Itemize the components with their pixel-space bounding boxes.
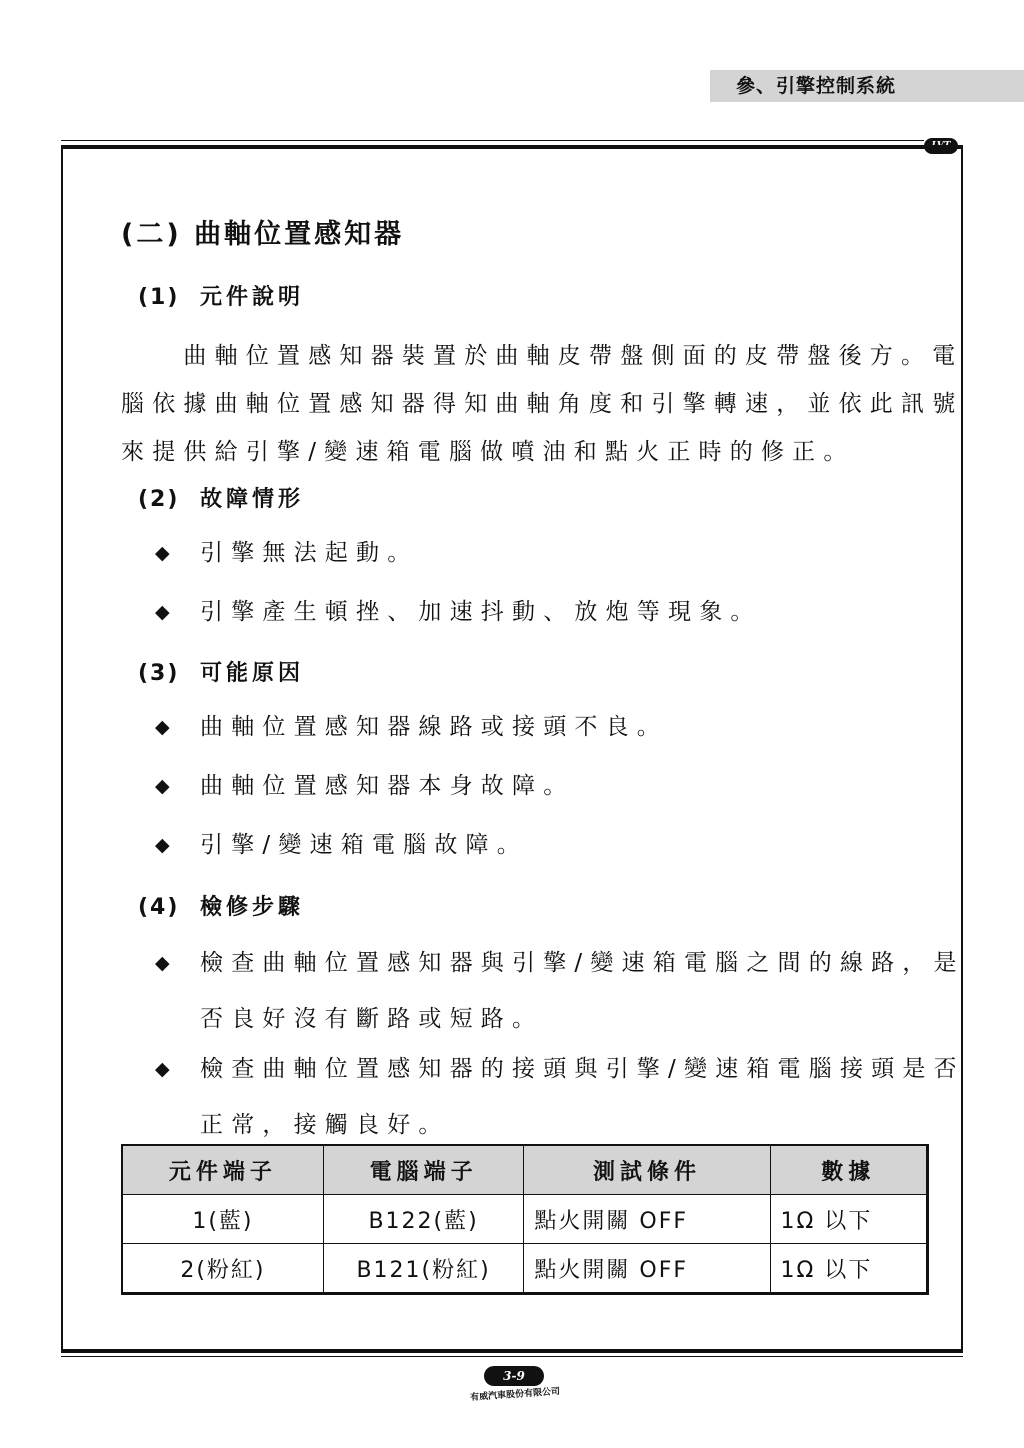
table-cell: 1Ω 以下 — [770, 1244, 928, 1294]
subsection-description — [138, 280, 304, 311]
diamond-bullet-icon: ◆ — [155, 834, 170, 856]
diamond-bullet-icon: ◆ — [155, 952, 170, 974]
table-header-cell: 元件端子 — [122, 1145, 323, 1195]
table-row — [122, 1244, 928, 1294]
page-number-badge: 3-9 — [484, 1366, 544, 1386]
bottom-rule — [61, 1356, 963, 1357]
subsection-number: (3) — [138, 661, 180, 686]
list-item-text: 曲軸位置感知器本身故障。 — [200, 773, 575, 799]
subsection-symptoms — [138, 482, 304, 513]
logo-badge: LVT — [924, 138, 958, 154]
table-header-cell: 電腦端子 — [323, 1145, 524, 1195]
publisher-text: 有威汽車股份有限公司 — [469, 1386, 561, 1404]
diamond-bullet-icon: ◆ — [155, 542, 170, 564]
subsection-title: 檢修步驟 — [200, 895, 305, 920]
table-header-cell: 測試條件 — [524, 1145, 770, 1195]
paragraph-line: 腦依據曲軸位置感知器得知曲軸角度和引擎轉速，並依此訊號 — [121, 391, 964, 417]
subsection-number: (2) — [138, 487, 180, 512]
paragraph-line: 來提供給引擎/變速箱電腦做噴油和點火正時的修正。 — [121, 439, 855, 465]
table-cell: 2(粉紅) — [122, 1244, 323, 1294]
subsection-title: 可能原因 — [200, 661, 305, 686]
table-cell: 1Ω 以下 — [770, 1195, 928, 1244]
list-item-text: 引擎無法起動。 — [200, 540, 419, 566]
list-item-text-continued: 否良好沒有斷路或短路。 — [200, 1006, 544, 1032]
list-item-text: 引擎/變速箱電腦故障。 — [200, 832, 528, 858]
list-item-text: 檢查曲軸位置感知器的接頭與引擎/變速箱電腦接頭是否 — [200, 1056, 965, 1082]
list-item-text: 檢查曲軸位置感知器與引擎/變速箱電腦之間的線路，是 — [200, 950, 965, 976]
subsection-title: 元件說明 — [200, 285, 305, 310]
subsection-number: (1) — [138, 285, 180, 310]
description-paragraph — [121, 332, 964, 476]
diamond-bullet-icon: ◆ — [155, 716, 170, 738]
subsection-title: 故障情形 — [200, 487, 305, 512]
top-rule — [61, 140, 924, 141]
diamond-bullet-icon: ◆ — [155, 1058, 170, 1080]
diamond-bullet-icon: ◆ — [155, 601, 170, 623]
table-row — [122, 1195, 928, 1244]
inspection-table — [121, 1144, 929, 1295]
diamond-bullet-icon: ◆ — [155, 775, 170, 797]
table-cell: 點火開關 OFF — [524, 1244, 770, 1294]
list-item-text: 曲軸位置感知器線路或接頭不良。 — [200, 714, 668, 740]
subsection-number: (4) — [138, 895, 180, 920]
table-cell: 點火開關 OFF — [524, 1195, 770, 1244]
subsection-causes — [138, 656, 304, 687]
table-header-cell: 數據 — [770, 1145, 928, 1195]
table-header-row — [122, 1145, 928, 1195]
list-item-text-continued: 正常，接觸良好。 — [200, 1112, 450, 1138]
list-item-text: 引擎產生頓挫、加速抖動、放炮等現象。 — [200, 599, 762, 625]
table-cell: 1(藍) — [122, 1195, 323, 1244]
paragraph-line: 曲軸位置感知器裝置於曲軸皮帶盤側面的皮帶盤後方。電 — [121, 343, 964, 369]
table-cell: B121(粉紅) — [323, 1244, 524, 1294]
section-title: (二) 曲軸位置感知器 — [121, 219, 405, 250]
subsection-repair-steps — [138, 890, 304, 921]
table-cell: B122(藍) — [323, 1195, 524, 1244]
chapter-header: 參、引擎控制系統 — [710, 70, 1024, 102]
